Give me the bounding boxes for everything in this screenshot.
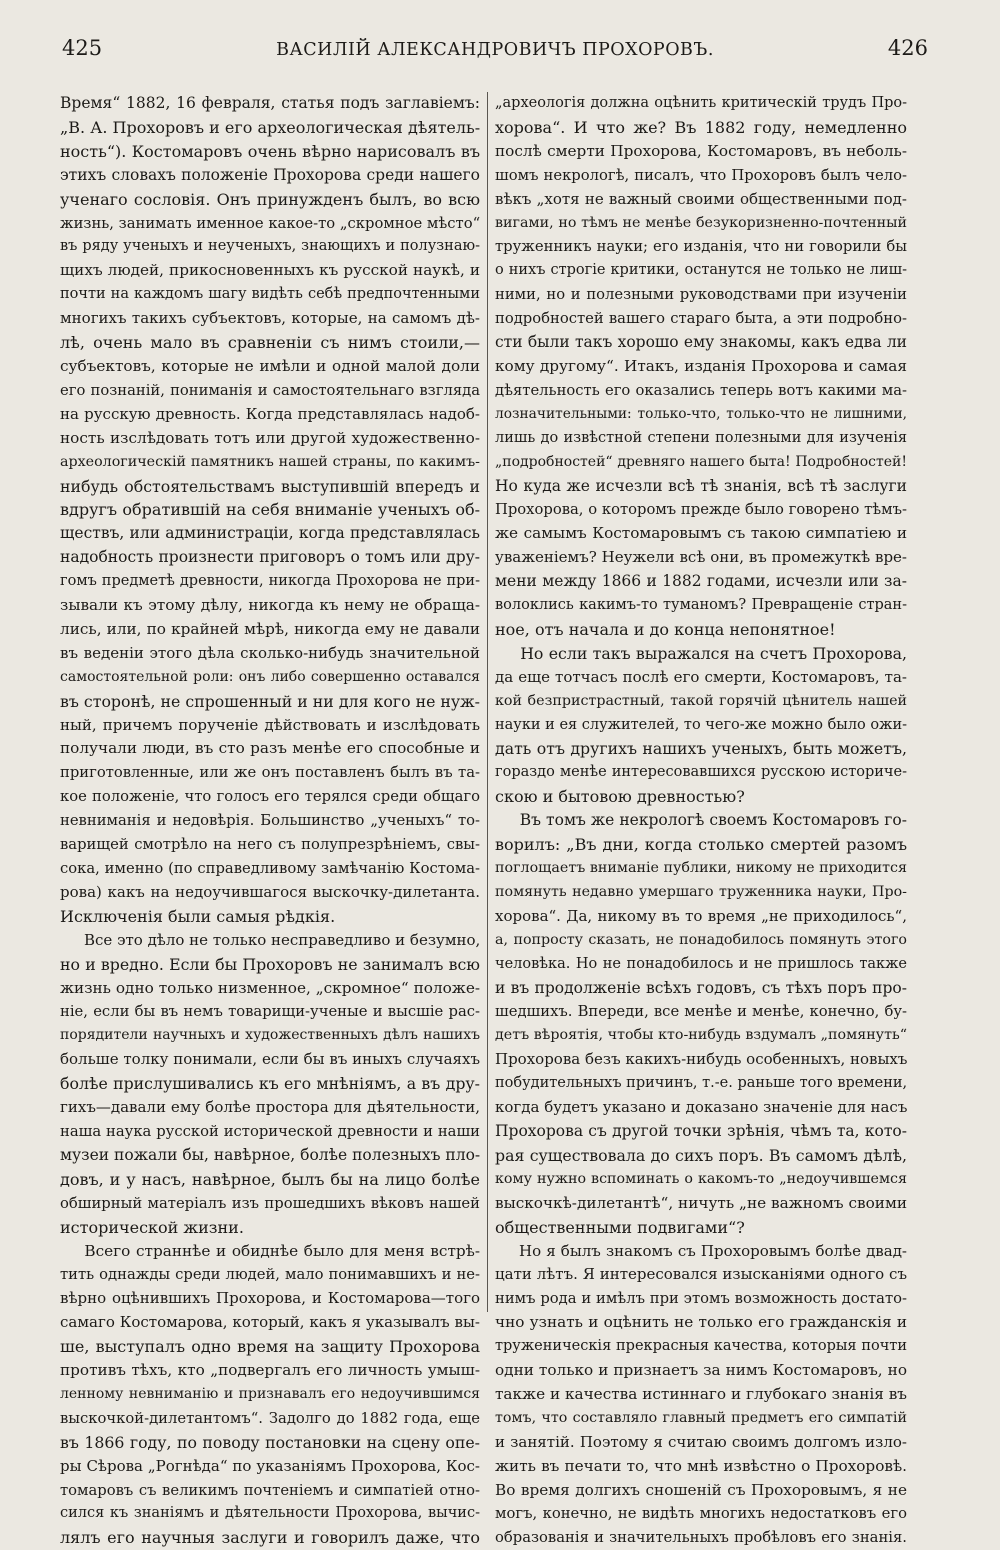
text-line: ніе, если бы въ немъ товарищи-ученые и высшіе рас-	[60, 1003, 480, 1021]
text-line: рова) какъ на недоучившагося выскочку-дилетанта.	[60, 882, 480, 901]
text-line: вѣкъ „хотя не важный своими общественными под-	[495, 189, 907, 208]
text-line: вигами, но тѣмъ не менѣе безукоризненно-почтенный	[495, 214, 907, 231]
text-line: скою и бытовою древностью?	[495, 787, 745, 807]
text-line: болѣе прислушивались къ его мнѣніямъ, а въ дру-	[60, 1074, 480, 1094]
text-line: Но куда же исчезли всѣ тѣ знанія, всѣ тѣ заслуги	[495, 476, 907, 495]
text-line: сока, именно (по справедливому замѣчанію Костома-	[60, 860, 480, 877]
text-line: нибудь обстоятельствамъ выступившій впередъ и	[60, 476, 480, 496]
text-line: приготовленные, или же онъ поставленъ былъ въ та-	[60, 764, 480, 782]
text-line: одни только и признаетъ за нимъ Костомаровъ, но	[495, 1361, 907, 1380]
text-line: поглощаетъ вниманіе публики, никому не приходится	[495, 860, 907, 876]
text-line: детъ вѣроятія, чтобы кто-нибудь вздумалъ „помянуть“	[495, 1027, 907, 1044]
text-line: нимъ рода и имѣлъ при этомъ возможность достато-	[495, 1290, 907, 1308]
page-number-left: 425	[62, 36, 103, 60]
text-line: больше толку понимали, если бы въ иныхъ случаяхъ	[60, 1050, 480, 1069]
text-line: кой безпристрастный, такой горячій цѣнитель нашей	[495, 692, 907, 709]
text-line: Въ томъ же некрологѣ своемъ Костомаровъ го-	[519, 811, 907, 830]
text-line: же самымъ Костомаровымъ съ такою симпатіею и	[495, 524, 907, 543]
text-line: вѣрно оцѣнившихъ Прохорова, и Костомарова—того	[60, 1289, 480, 1308]
running-header	[62, 36, 928, 66]
text-line: труженникъ науки; его изданія, что ни говорили бы	[495, 238, 907, 256]
text-line: ворилъ: „Въ дни, когда столько смертей разомъ	[495, 835, 907, 855]
text-line: вдругъ обратившій на себя вниманіе ученыхъ об-	[60, 500, 480, 520]
text-line: Но если такъ выражался на счетъ Прохорова,	[520, 643, 907, 663]
text-line: волоклись какимъ-то туманомъ? Превращеніе стран-	[495, 597, 907, 614]
text-line: побудительныхъ причинъ, т.-е. раньше того времени,	[495, 1075, 908, 1092]
text-line: самостоятельной роли: онъ либо совершенно оставался	[60, 668, 480, 685]
text-line: лозначительными: только-что, только-что не лишними,	[495, 405, 907, 422]
text-line: получали люди, въ сто разъ менѣе его способные и	[60, 739, 480, 758]
text-line: ность изслѣдовать тотъ или другой художественно-	[60, 428, 480, 447]
text-line: томаровъ съ великимъ почтеніемъ и симпатіей отно-	[60, 1481, 480, 1499]
text-line: варищей смотрѣло на него съ полупрезрѣніемъ, свы-	[60, 836, 480, 854]
text-line: надобность произнести приговоръ о томъ или дру-	[60, 548, 480, 567]
text-line: дать отъ другихъ нашихъ ученыхъ, быть можетъ,	[495, 739, 907, 759]
right-text-column	[495, 92, 907, 1550]
text-line: дѣятельность его оказались теперь вотъ какими ма-	[495, 381, 907, 399]
text-line: ный, причемъ порученіе дѣйствовать и изслѣдовать	[60, 715, 480, 734]
text-line: Время“ 1882, 16 февраля, статья подъ заглавіемъ:	[60, 94, 480, 112]
text-line: общественными подвигами“?	[495, 1217, 745, 1237]
text-line: сился къ знаніямъ и дѣятельности Прохорова, вычис-	[60, 1505, 480, 1522]
text-line: противъ тѣхъ, кто „подвергалъ его личность умыш-	[60, 1361, 480, 1380]
column-divider	[487, 92, 488, 1312]
text-line: Прохорова съ другой точки зрѣнія, чѣмъ та, кото-	[495, 1121, 907, 1140]
page-number-right: 426	[887, 36, 928, 60]
text-line: зывали къ этому дѣлу, никогда къ нему не обраща-	[60, 596, 480, 615]
text-line: человѣка. Но не понадобилось и не пришлось также	[495, 955, 907, 972]
text-line: субъектовъ, которые не имѣли и одной малой доли	[60, 356, 480, 375]
text-line: Но я былъ знакомъ съ Прохоровымъ болѣе двад-	[519, 1241, 907, 1260]
text-line: наша наука русской исторической древности и наши	[60, 1122, 480, 1140]
text-line: кому другому“. Итакъ, изданія Прохорова и самая	[495, 356, 907, 375]
text-line: лишь до извѣстной степени полезными для изученія	[495, 429, 907, 446]
text-line: кому нужно вспоминать о какомъ-то „недоучившемся	[495, 1170, 907, 1187]
text-line: чно узнать и оцѣнить не только его гражданскія и	[495, 1313, 907, 1332]
text-line: въ веденіи этого дѣла сколько-нибудь значительной	[60, 643, 480, 662]
text-line: томъ, что составляло главный предметъ его симпатій	[495, 1409, 907, 1426]
text-line: и въ продолженіе всѣхъ годовъ, съ тѣхъ поръ про-	[495, 978, 907, 997]
text-line: довъ, и у насъ, навѣрное, былъ бы на лицо болѣе	[60, 1169, 480, 1189]
text-line: шедшихъ. Впереди, все менѣе и менѣе, конечно, бу-	[495, 1003, 907, 1021]
running-title: ВАСИЛІЙ АЛЕКСАНДРОВИЧЪ ПРОХОРОВЪ.	[276, 40, 714, 60]
text-line: хорова“. Да, никому въ то время „не приходилось“,	[495, 906, 907, 925]
text-line: музеи пожали бы, навѣрное, болѣе полезныхъ пло-	[60, 1145, 481, 1164]
text-line: шомъ некрологѣ, писалъ, что Прохоровъ былъ чело-	[495, 166, 907, 184]
text-line: въ сторонѣ, не спрошенный и ни для кого не нуж-	[60, 691, 480, 711]
text-line: труженическія прекрасныя качества, которыя почти	[495, 1338, 907, 1355]
text-line: Исключенія были самыя рѣдкія.	[60, 906, 336, 926]
text-line: уваженіемъ? Неужели всѣ они, въ промежуткѣ вре-	[495, 548, 907, 567]
text-line: его познаній, пониманія и самостоятельнаго взгляда	[60, 381, 480, 399]
text-line: сти были такъ хорошо ему знакомы, какъ едва ли	[495, 333, 907, 352]
text-line: и занятій. Поэтому я считаю своимъ долгомъ изло-	[495, 1432, 907, 1451]
text-line: въ ряду ученыхъ и неученыхъ, знающихъ и полузнаю-	[60, 238, 480, 255]
text-line: многихъ такихъ субъектовъ, которые, на самомъ дѣ-	[60, 309, 480, 328]
text-line: лялъ его научныя заслуги и говорилъ даже, что	[60, 1528, 480, 1548]
text-line: цати лѣтъ. Я интересовался изысканіями одного съ	[495, 1265, 907, 1284]
text-line: гораздо менѣе интересовавшихся русскою историче-	[495, 764, 907, 781]
text-line: ное, отъ начала и до конца непонятное!	[495, 619, 836, 639]
text-line: Во время долгихъ сношеній съ Прохоровымъ, я не	[495, 1480, 907, 1499]
text-line: да еще тотчасъ послѣ его смерти, Костомаровъ, та-	[495, 667, 907, 686]
text-line: ность“). Костомаровъ очень вѣрно нарисовалъ въ	[60, 141, 480, 161]
text-line: почти на каждомъ шагу видѣть себѣ предпочтенными	[60, 286, 480, 303]
text-line: жизнь одно только низменное, „скромное“ положе-	[60, 978, 480, 997]
text-line: жизнь, занимать именное какое-то „скромное мѣсто“	[60, 214, 481, 232]
text-line: также и качества истиннаго и глубокаго знанія въ	[495, 1384, 907, 1403]
text-line: мени между 1866 и 1882 годами, исчезли или за-	[495, 572, 907, 591]
text-line: „подробностей“ древняго нашего быта! Подробностей!	[495, 453, 907, 470]
text-line: а, попросту сказать, не понадобилось помянуть этого	[495, 931, 907, 948]
text-line: „археологія должна оцѣнить критическій трудъ Про-	[495, 95, 907, 111]
text-line: Прохорова, о которомъ прежде было говорено тѣмъ-	[495, 501, 907, 519]
text-line: тить однажды среди людей, мало понимавшихъ и не-	[60, 1266, 480, 1284]
text-line: кое положеніе, что голосъ его терялся среди общаго	[60, 788, 480, 806]
text-line: жить въ печати то, что мнѣ извѣстно о Прохоровѣ.	[495, 1456, 907, 1475]
text-line: выскочкой-дилетантомъ“. Задолго до 1882 года, еще	[60, 1409, 480, 1427]
text-line: „В. А. Прохоровъ и его археологическая дѣятель-	[60, 117, 481, 137]
left-text-column	[60, 92, 480, 1550]
text-line: невниманія и недовѣрія. Большинство „ученыхъ“ то-	[60, 812, 480, 830]
text-line: послѣ смерти Прохорова, Костомаровъ, въ неболь-	[495, 141, 907, 160]
text-line: подробностей вашего стараго быта, а эти подробно-	[495, 310, 907, 328]
text-line: рая существовала до сихъ поръ. Въ самомъ дѣлѣ,	[495, 1145, 907, 1165]
text-line: выскочкѣ-дилетантѣ“, ничуть „не важномъ своими	[495, 1193, 907, 1212]
text-line: ры Сѣрова „Рогнѣда“ по указаніямъ Прохорова, Кос-	[60, 1456, 480, 1475]
text-line: Все это дѣло не только несправедливо и безумно,	[84, 930, 481, 949]
text-line: о нихъ строгіе критики, останутся не только не лиш-	[495, 262, 907, 279]
text-line: ленному невниманію и признавалъ его недоучившимся	[60, 1385, 480, 1402]
text-line: гихъ—давали ему болѣе простора для дѣятельности,	[60, 1098, 480, 1117]
text-line: лись, или, по крайней мѣрѣ, никогда ему не давали	[60, 619, 480, 638]
text-line: ше, выступалъ одно время на защиту Прохорова	[60, 1337, 480, 1357]
text-line: гомъ предметѣ древности, никогда Прохорова не при-	[60, 573, 480, 590]
text-line: образованія и значительныхъ пробѣловъ его знанія.	[495, 1529, 907, 1547]
text-line: лѣ, очень мало въ сравненіи съ нимъ стоили,—	[60, 333, 480, 353]
text-line: этихъ словахъ положеніе Прохорова среди нашего	[60, 165, 480, 184]
text-line: помянуть недавно умершаго труженника науки, Про-	[495, 883, 907, 900]
text-line: порядители научныхъ и художественныхъ дѣлъ нашихъ	[60, 1027, 480, 1044]
text-line: на русскую древность. Когда представлялась надоб-	[60, 404, 480, 423]
text-line: когда будетъ указано и доказано значеніе для насъ	[495, 1098, 908, 1117]
text-line: ними, но и полезными руководствами при изученіи	[495, 286, 907, 304]
text-line: Прохорова безъ какихъ-нибудь особенныхъ, новыхъ	[495, 1050, 908, 1069]
text-line: исторической жизни.	[60, 1217, 244, 1237]
text-line: ществъ, или администраціи, когда представлялась	[60, 524, 480, 543]
text-line: хорова“. И что же? Въ 1882 году, немедленно	[495, 117, 907, 137]
text-line: въ 1866 году, по поводу постановки на сцену опе-	[60, 1432, 480, 1452]
text-line: ученаго сословія. Онъ принужденъ былъ, во всю	[60, 189, 480, 209]
text-line: щихъ людей, прикосновенныхъ къ русской наукѣ, и	[60, 261, 480, 280]
text-line: но и вредно. Если бы Прохоровъ не занималъ всю	[60, 954, 480, 974]
text-line: археологическій памятникъ нашей страны, по какимъ-	[60, 453, 480, 470]
text-line: Всего страннѣе и обиднѣе было для меня встрѣ-	[84, 1241, 480, 1260]
text-line: могъ, конечно, не видѣть многихъ недостатковъ его	[495, 1505, 907, 1523]
text-line: обширный матеріалъ изъ прошедшихъ вѣковъ нашей	[60, 1194, 480, 1212]
text-line: науки и ея служителей, то чего-же можно было ожи-	[495, 716, 908, 733]
text-line: самаго Костомарова, который, какъ я указывалъ вы-	[60, 1313, 480, 1332]
